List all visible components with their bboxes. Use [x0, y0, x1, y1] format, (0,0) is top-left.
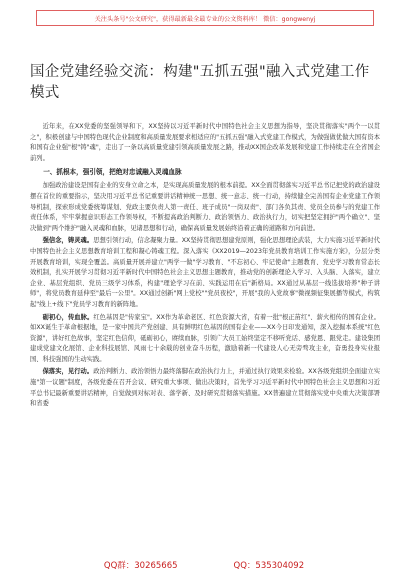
intro-paragraph: 近年来，在XX党委的坚强领导和下，XX坚持以习近平新时代中国特色社会主义思想为指导，坚决贯彻落实"两个一以贯之"，积极创建与中国特色现代企业制度和高质量发展要求相适应的"五抓五强"融入式党建工作模式，为做强做优做大国有资本和国有企业强"根"铸"魂"，走出了一条以高质量党建引领高质量发展之路，推动XX国企改革发展和党建工作持续走在全省国企前列。 [30, 123, 380, 162]
footer-qq-group: QQ群：30265665 [103, 561, 178, 571]
section-heading-1: 一、抓根本，强引领，把绝对忠诚融入灵魂血脉 [43, 168, 182, 177]
document-body [30, 122, 380, 412]
paragraph-4-text: 政治判断力、政治领悟力最终落脚在政治执行力上，并通过执行效果来检验。XX各级党组织全面建立实施"第一议题"制度，各级党委在召开会议、研究重大事项、做出决策时，首先学习习近平新时代中国特色社会主义思想和习近平总书记最新重要讲话精神，自觉做到对标对表、落学新、及时研究贯彻落实措施。XX普遍建立贯彻落实党中央重大决策部署和省委 [30, 368, 381, 408]
paragraph-3-text: 红色基因是"传家宝"。XX作为革命老区、红色资源大省，有着一批"根正苗红"、薪火相传的国有企业。如XX诞生于革命根据地，是一家中国共产党创建、具有鲜明红色基因的国有企业——XX今日印发通知，深入挖掘本系统"红色资源"，讲好红色故事，坚定红色信仰，砥砺初心，赓续血脉，引领广大员工始终坚定不移听党话、感党恩、跟党走。建设集团建成党建文化展馆、企业科技展馆、风雨七十余载的创业奋斗历程，激励着新一代建设人心无旁骛攻主业，奋勇投身实业报国、科技强国的生动实践。 [30, 313, 381, 363]
footer-contact [0, 558, 408, 572]
top-promo-banner: 关注头条号"公文研究"，获得最新最全最专业的公文资料库！ 微信：gongwenyj [36, 10, 374, 26]
paragraph-4 [30, 367, 380, 409]
footer-qq: QQ：535304092 [233, 561, 305, 571]
paragraph-3-lead: 砺初心，传血脉。 [42, 313, 94, 321]
paragraph-2 [30, 236, 380, 310]
document-title: 国企党建经验交流：构建"五抓五强"融入式党建工作模式 [30, 64, 370, 101]
paragraph-4-lead: 保落实，见行动。 [42, 368, 94, 376]
paragraph-2-text: 思想引领行动，信念凝聚力量。XX坚持贯彻思想建党原则，强化思想理论武装，大力实施习近平新时代中国特色社会主义思想教育培训工程和凝心铸魂工程。深入落实《XX2019—2023年党员教育培训工作实施方案》，分层分类开展教育培训，实现全覆盖。高质量开展并建立"两学一做"学习教育、"不忘初心、牢记使命"主题教育、党史学习教育常态长效机制，扎实开展学习贯彻习近平新时代中国特色社会主义思想主题教育，推动党的创新理论入学习、入头脑、入落实，建立企业、基层党组织、党员三级学习体系，构建"理论学习在前、实践运用在后"新格局。XX通过从基层一线选拔培养"种子讲师"，将党员教育延伸至"最后一公里"。XX通过创新"网上党校""党员夜校"，开展"我的入党故事"微视频征集展播等模式，构筑起"线上+线下"党员学习教育的新阵地。 [30, 237, 381, 308]
paragraph-2-lead: 强信念，铸灵魂。 [42, 237, 94, 245]
paragraph-1: 加强政治建设是国有企业的安身立命之本，是实现高质量发展的根本前提。XX全面贯彻落实习近平总书记把党的政治建设摆在首位的重要指示，坚决用习近平总书记重要讲话精神统一思想、统一意志、统一行动，持续健全完善国有企业党建工作领导机制，探索形成党委统筹谋划、党政主要负责人第一责任、班子成员"一岗双责"、部门各负其责、党员全员参与的党建工作责任体系，牢牢掌握意识形态工作领导权，不断提高政治判断力、政治领悟力、政治执行力，切实把坚定拥护"两个确立"、坚决做到"两个维护"融入灵魂和血脉，见诸思想和行动，确保高质量发展始终沿着正确的道路和方向前进。 [30, 182, 380, 232]
paragraph-3 [30, 313, 380, 366]
